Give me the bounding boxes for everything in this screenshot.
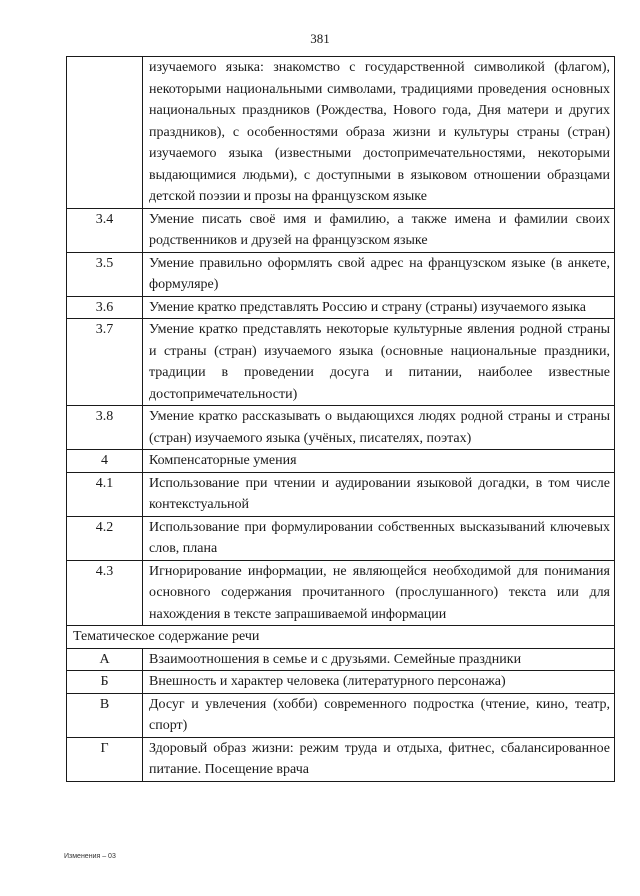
thematic-header-row [67,626,615,649]
table-row [67,296,615,319]
row-text: Здоровый образ жизни: режим труда и отдыха, фитнес, сбалансированное питание. Посещение врача [143,737,615,781]
thematic-header: Тематическое содержание речи [67,626,615,649]
row-text: Досуг и увлечения (хобби) современного подростка (чтение, кино, театр, спорт) [143,693,615,737]
row-text: изучаемого языка: знакомство с государственной символикой (флагом), некоторыми национальными символами, традициями проведения основных национальных праздников (Рождества, Нового года, Дня матери и других праздников), с особенностями образа жизни и культуры страны (стран) изучаемого языка (известными достопримечательностями, некоторыми выдающимися людьми), с доступными в языковом отношении образцами детской поэзии и прозы на французском языке [143,57,615,209]
table-row [67,560,615,626]
row-number: 4.2 [67,516,143,560]
table-row [67,406,615,450]
row-text: Игнорирование информации, не являющейся необходимой для понимания основного содержания прочитанного (прослушанного) текста или для нахождения в тексте запрашиваемой информации [143,560,615,626]
page-number: 381 [310,31,330,46]
table-row [67,208,615,252]
row-number [67,57,143,209]
table-row [67,57,615,209]
table-row [67,737,615,781]
row-text: Умение кратко представлять Россию и страну (страны) изучаемого языка [143,296,615,319]
row-letter: В [67,693,143,737]
row-number: 3.6 [67,296,143,319]
table-row [67,648,615,671]
row-text: Умение писать своё имя и фамилию, а также имена и фамилии своих родственников и друзей на французском языке [143,208,615,252]
content-table [66,56,615,782]
table-row [67,693,615,737]
row-text: Взаимоотношения в семье и с друзьями. Семейные праздники [143,648,615,671]
row-number: 4 [67,450,143,473]
row-text: Компенсаторные умения [143,450,615,473]
table-row [67,450,615,473]
row-text: Использование при формулировании собственных высказываний ключевых слов, плана [143,516,615,560]
row-number: 4.1 [67,472,143,516]
row-number: 3.8 [67,406,143,450]
row-number: 3.4 [67,208,143,252]
row-text: Внешность и характер человека (литературного персонажа) [143,671,615,694]
row-number: 3.7 [67,319,143,406]
table-row [67,319,615,406]
table-row [67,516,615,560]
row-text: Умение кратко рассказывать о выдающихся людях родной страны и страны (стран) изучаемого языка (учёных, писателях, поэтах) [143,406,615,450]
footer-revision: Изменения – 03 [64,853,116,860]
row-number: 4.3 [67,560,143,626]
row-letter: А [67,648,143,671]
row-text: Умение правильно оформлять свой адрес на французском языке (в анкете, формуляре) [143,252,615,296]
table-row [67,472,615,516]
row-text: Использование при чтении и аудировании языковой догадки, в том числе контекстуальной [143,472,615,516]
row-number: 3.5 [67,252,143,296]
row-text: Умение кратко представлять некоторые культурные явления родной страны и страны (стран) изучаемого языка (основные национальные праздники, традиции в проведении досуга и питании, наиболее известные достопримечательности) [143,319,615,406]
row-letter: Б [67,671,143,694]
table-row [67,252,615,296]
row-letter: Г [67,737,143,781]
table-row [67,671,615,694]
